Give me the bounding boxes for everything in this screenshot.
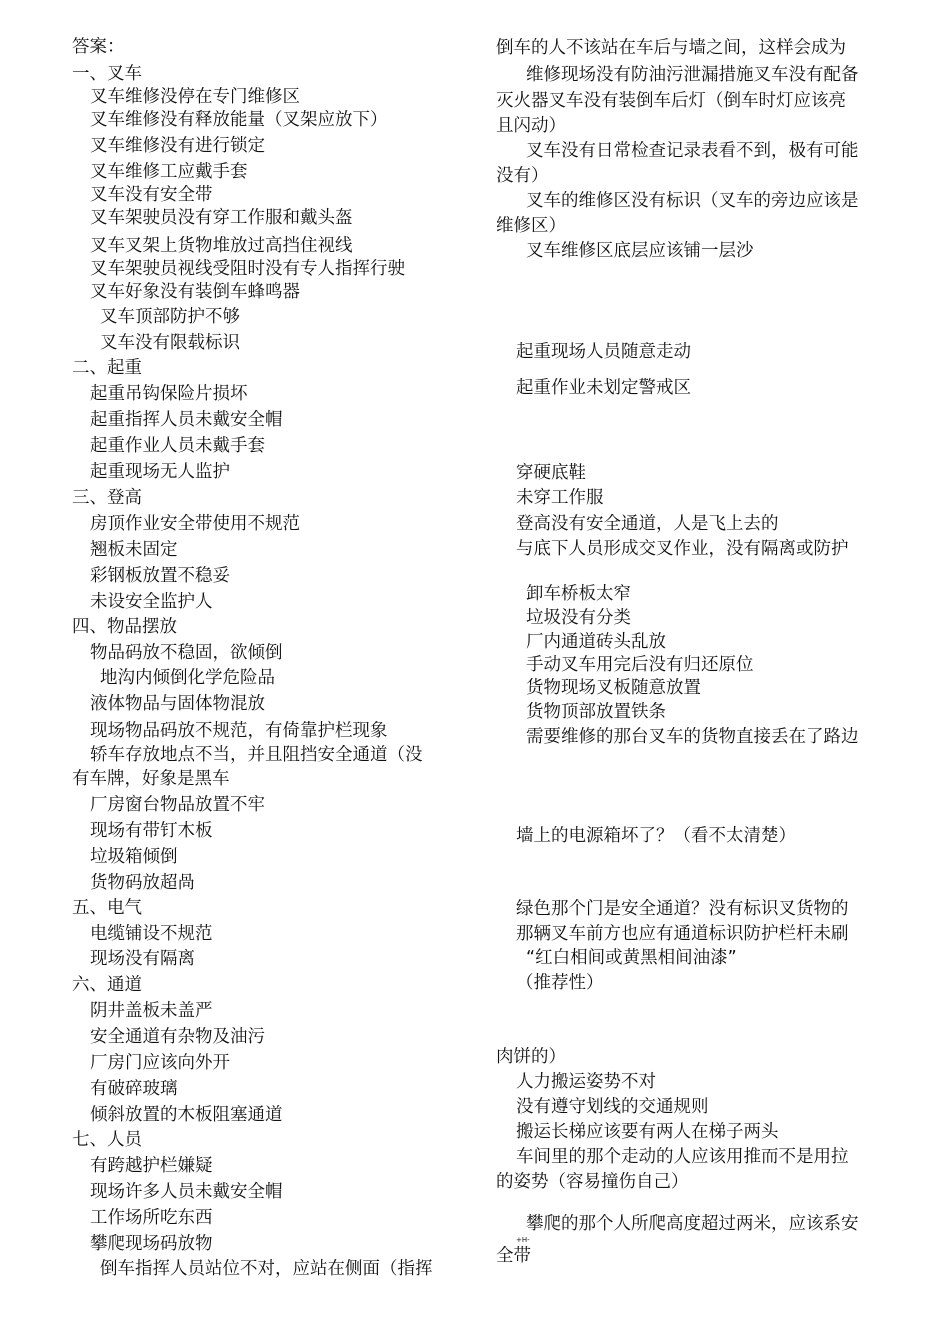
list-item: 肉饼的） <box>496 1047 566 1067</box>
list-item: 没有遵守划线的交通规则 <box>516 1097 709 1117</box>
list-item: 那辆叉车前方也应有通道标识防护栏杆未刷 <box>516 924 849 944</box>
list-item: 垃圾箱倾倒 <box>90 847 178 867</box>
list-item: 货物码放超咼 <box>90 873 195 893</box>
list-item: 厂房门应该向外开 <box>90 1053 230 1073</box>
list-item: 现场许多人员未戴安全帽 <box>90 1182 283 1202</box>
list-item: 搬运长梯应该要有两人在梯子两头 <box>516 1122 779 1142</box>
list-item: 叉车架驶员视线受阻时没有专人指挥行驶 <box>90 259 405 279</box>
list-item: 维修区） <box>496 216 566 236</box>
list-item: 叉车没有安全带 <box>90 185 213 205</box>
list-item: 阴井盖板未盖严 <box>90 1001 213 1021</box>
list-item: 与底下人员形成交叉作业，没有隔离或防护 <box>516 539 849 559</box>
answer-title: 答案： <box>72 37 125 57</box>
list-item: 叉车维修没有释放能量（叉架应放下） <box>90 110 388 130</box>
list-item: 全带 <box>496 1246 531 1266</box>
list-item: 起重吊钩保险片损坏 <box>90 384 248 404</box>
list-item: 没有） <box>496 166 549 186</box>
list-item: 倾斜放置的木板阻塞通道 <box>90 1105 283 1125</box>
list-item: 彩钢板放置不稳妥 <box>90 566 230 586</box>
list-item: 且闪动） <box>496 116 566 136</box>
list-item: 有车牌，好象是黑车 <box>72 769 230 789</box>
list-item: 有跨越护栏嫌疑 <box>90 1156 213 1176</box>
section-heading-lifting: 二、起重 <box>72 358 142 378</box>
list-item: 叉车维修区底层应该铺一层沙 <box>526 241 754 261</box>
list-item: 绿色那个门是安全通道？没有标识叉货物的 <box>516 899 849 919</box>
list-item: “红白相间或黄黑相间油漆” <box>526 948 737 968</box>
list-item: 厂房窗台物品放置不牢 <box>90 795 265 815</box>
list-item: 倒车的人不该站在车后与墙之间，这样会成为 <box>496 38 846 58</box>
list-item: 维修现场没有防油污泄漏措施叉车没有配备 <box>526 65 859 85</box>
list-item: 倒车指挥人员站位不对，应站在侧面（指挥 <box>100 1259 433 1279</box>
section-heading-forklift: 一、叉车 <box>72 64 142 84</box>
list-item: 攀爬现场码放物 <box>90 1234 213 1254</box>
list-item: 叉车的维修区没有标识（叉车的旁边应该是 <box>526 191 859 211</box>
list-item: 未设安全监护人 <box>90 592 213 612</box>
list-item: 叉车维修没停在专门维修区 <box>90 87 300 107</box>
list-item: 未穿工作服 <box>516 488 604 508</box>
list-item: 起重作业人员未戴手套 <box>90 436 265 456</box>
list-item: 房顶作业安全带使用不规范 <box>90 514 300 534</box>
section-heading-electric: 五、电气 <box>72 898 142 918</box>
list-item: 工作场所吃东西 <box>90 1208 213 1228</box>
list-item: 人力搬运姿势不对 <box>516 1072 656 1092</box>
list-item: 车间里的那个走动的人应该用推而不是用拉 <box>516 1147 849 1167</box>
list-item: 厂内通道砖头乱放 <box>526 632 666 652</box>
list-item: 有破碎玻璃 <box>90 1079 178 1099</box>
list-item: 墙上的电源箱坏了？（看不太清楚） <box>516 826 796 846</box>
list-item: 地沟内倾倒化学危险品 <box>100 668 275 688</box>
list-item: （推荐性） <box>516 973 604 993</box>
section-heading-height: 三、登高 <box>72 488 142 508</box>
list-item: 现场有带钉木板 <box>90 821 213 841</box>
section-heading-people: 七、人员 <box>72 1130 142 1150</box>
list-item: 叉车维修工应戴手套 <box>90 162 248 182</box>
list-item: 现场物品码放不规范，有倚靠护栏现象 <box>90 721 388 741</box>
list-item: 叉车没有日常检查记录表看不到，极有可能 <box>526 141 859 161</box>
list-item: 的姿势（容易撞伤自己） <box>496 1172 689 1192</box>
list-item: 液体物品与固体物混放 <box>90 694 265 714</box>
list-item: 攀爬的那个人所爬高度超过两米，应该系安 <box>526 1214 859 1234</box>
list-item: 现场没有隔离 <box>90 949 195 969</box>
scan-artifact-mark: +H- <box>516 1236 530 1244</box>
list-item: 轿车存放地点不当，并且阻挡安全通道（没 <box>90 745 423 765</box>
list-item: 叉车好象没有装倒车蜂鸣器 <box>90 282 300 302</box>
list-item: 卸车桥板太窄 <box>526 584 631 604</box>
list-item: 需要维修的那台叉车的货物直接丢在了路边 <box>526 727 859 747</box>
list-item: 货物顶部放置铁条 <box>526 702 666 722</box>
section-heading-storage: 四、物品摆放 <box>72 617 177 637</box>
list-item: 起重现场无人监护 <box>90 462 230 482</box>
list-item: 叉车没有限载标识 <box>100 333 240 353</box>
section-heading-passage: 六、通道 <box>72 975 142 995</box>
list-item: 物品码放不稳固，欲倾倒 <box>90 643 283 663</box>
list-item: 货物现场叉板随意放置 <box>526 678 701 698</box>
list-item: 起重现场人员随意走动 <box>516 342 691 362</box>
list-item: 登高没有安全通道，人是飞上去的 <box>516 514 779 534</box>
list-item: 起重指挥人员未戴安全帽 <box>90 410 283 430</box>
list-item: 穿硬底鞋 <box>516 463 586 483</box>
list-item: 手动叉车用完后没有归还原位 <box>526 655 754 675</box>
list-item: 垃圾没有分类 <box>526 608 631 628</box>
list-item: 安全通道有杂物及油污 <box>90 1027 265 1047</box>
list-item: 灭火器叉车没有装倒车后灯（倒车时灯应该亮 <box>496 91 846 111</box>
list-item: 叉车架驶员没有穿工作服和戴头盔 <box>90 208 353 228</box>
list-item: 叉车顶部防护不够 <box>100 307 240 327</box>
list-item: 叉车叉架上货物堆放过高挡住视线 <box>90 236 353 256</box>
list-item: 电缆铺设不规范 <box>90 924 213 944</box>
list-item: 起重作业未划定警戒区 <box>516 378 691 398</box>
list-item: 翘板未固定 <box>90 540 178 560</box>
list-item: 叉车维修没有进行锁定 <box>90 136 265 156</box>
